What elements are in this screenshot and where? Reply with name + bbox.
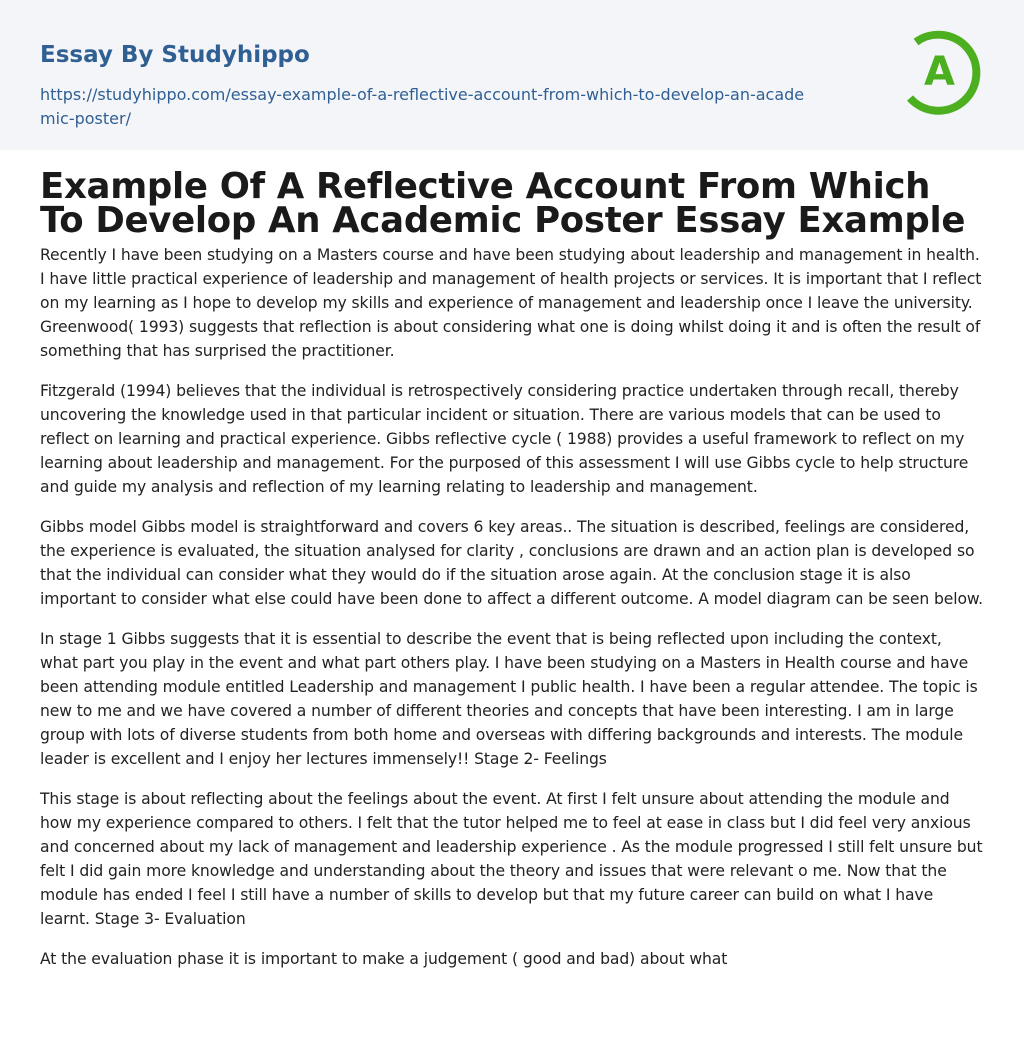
paragraph: This stage is about reflecting about the feelings about the event. At first I felt unsure about attending the module and how my experience compared to others. I felt that the tutor helped me to feel at ease in class but I did feel very anxious and concerned about my lack of management and leadership experience . As the module progressed I still felt unsure but felt I did gain more knowledge and understanding about the theory and issues that were relevant o me. Now that the module has ended I feel I still have a number of skills to develop but that my future career can build on what I have learnt. Stage 3- Evaluation [40,790,983,928]
paragraph: Fitzgerald (1994) believes that the individual is retrospectively considering practice undertaken through recall, thereby uncovering the knowledge used in that particular incident or situation. There are various models that can be used to reflect on learning and practical experience. Gibbs reflective cycle ( 1988) provides a useful framework to reflect on my learning about leadership and management. For the purposed of this assessment I will use Gibbs cycle to help structure and guide my analysis and reflection of my learning relating to leadership and management. [40,382,969,496]
logo-letter: A [924,49,955,95]
paragraph: Recently I have been studying on a Masters course and have been studying about leadership and management in health. I have little practical experience of leadership and management of health projects or services. It is important that I reflect on my learning as I hope to develop my skills and experience of management and leadership once I leave the university. Greenwood( 1993) suggests that reflection is about considering what one is doing whilst doing it and is often the result of something that has surprised the practitioner. [40,246,982,360]
site-brand[interactable]: Essay By Studyhippo [40,42,310,68]
paragraph: Gibbs model Gibbs model is straightforward and covers 6 key areas.. The situation is described, feelings are considered, the experience is evaluated, the situation analysed for clarity , conclusions are drawn and an action plan is developed so that the individual can consider what they would do if the situation arose again. At the conclusion stage it is also important to consider what else could have been done to affect a different outcome. A model diagram can be seen below. [40,518,984,608]
page-title: Example Of A Reflective Account From Which To Develop An Academic Poster Essay Example [40,166,966,241]
site-header [0,0,1024,150]
paragraph: In stage 1 Gibbs suggests that it is essential to describe the event that is being reflected upon including the context, what part you play in the event and what part others play. I have been studying on a Masters in Health course and have been attending module entitled Leadership and management I public health. I have been a regular attendee. The topic is new to me and we have covered a number of different theories and concepts that have been interesting. I am in large group with lots of diverse students from both home and overseas with differing backgrounds and interests. The module leader is excellent and I enjoy her lectures immensely!! Stage 2- Feelings [40,630,978,768]
studyhippo-logo-icon[interactable] [898,28,986,116]
essay-url-link[interactable]: https://studyhippo.com/essay-example-of-a-reflective-account-from-which-to-develop-an-academic-poster/ [40,85,805,128]
article [0,150,1024,971]
paragraph: At the evaluation phase it is important to make a judgement ( good and bad) about what [40,950,728,968]
